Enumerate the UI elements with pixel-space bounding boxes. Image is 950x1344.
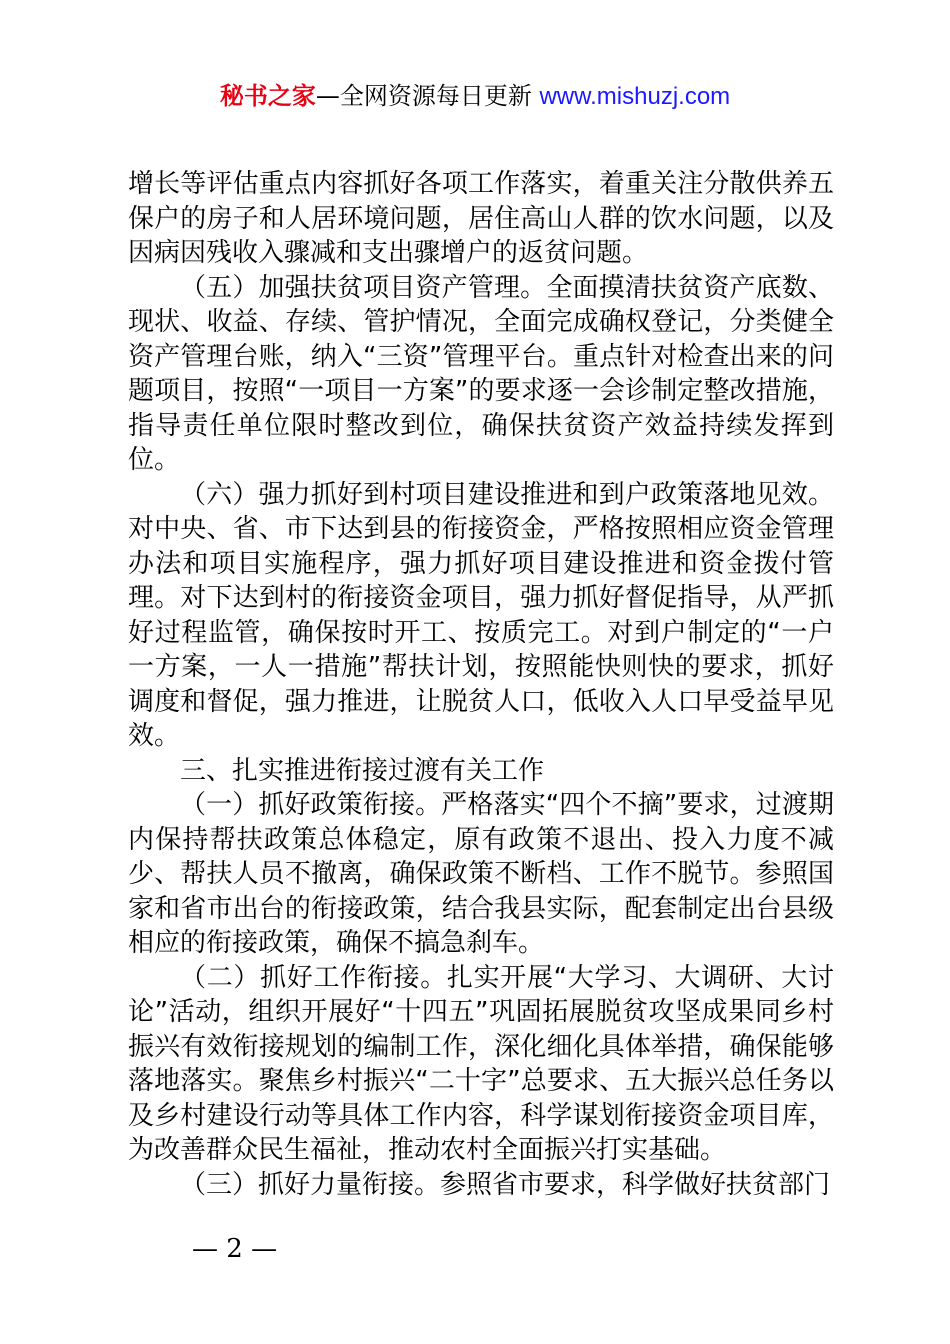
paragraph: （二）抓好工作衔接。扎实开展“大学习、大调研、大讨论”活动，组织开展好“十四五”巩固拓展脱贫攻坚成果同乡村振兴有效衔接规划的编制工作，深化细化具体举措，确保能够落地落实。聚焦乡村振兴“二十字”总要求、五大振兴总任务以及乡村建设行动等具体工作内容，科学谋划衔接资金项目库，为改善群众民生福祉，推动农村全面振兴打实基础。 xyxy=(128,962,834,1165)
site-url: www.mishuzj.com xyxy=(539,83,731,110)
document-body xyxy=(128,167,834,1202)
site-brand: 秘书之家 xyxy=(219,82,316,110)
site-header xyxy=(0,78,950,115)
site-slogan: —全网资源每日更新 xyxy=(315,82,540,110)
paragraph: （三）抓好力量衔接。参照省市要求，科学做好扶贫部门 xyxy=(180,1169,831,1200)
paragraph: 增长等评估重点内容抓好各项工作落实，着重关注分散供养五保户的房子和人居环境问题，居住高山人群的饮水问题，以及因病因残收入骤减和支出骤增户的返贫问题。 xyxy=(128,169,834,268)
paragraph: （五）加强扶贫项目资产管理。全面摸清扶贫资产底数、现状、收益、存续、管护情况，全面完成确权登记，分类健全资产管理台账，纳入“三资”管理平台。重点针对检查出来的问题项目，按照“一项目一方案”的要求逐一会诊制定整改措施，指导责任单位限时整改到位，确保扶贫资产效益持续发挥到位。 xyxy=(128,272,834,475)
paragraph: （六）强力抓好到村项目建设推进和到户政策落地见效。对中央、省、市下达到县的衔接资金，严格按照相应资金管理办法和项目实施程序，强力抓好项目建设推进和资金拨付管理。对下达到村的衔接资金项目，强力抓好督促指导，从严抓好过程监管，确保按时开工、按质完工。对到户制定的“一户一方案，一人一措施”帮扶计划，按照能快则快的要求，抓好调度和督促，强力推进，让脱贫人口，低收入人口早受益早见效。 xyxy=(128,479,834,751)
paragraph: （一）抓好政策衔接。严格落实“四个不摘”要求，过渡期内保持帮扶政策总体稳定，原有政策不退出、投入力度不减少、帮扶人员不撤离，确保政策不断档、工作不脱节。参照国家和省市出台的衔接政策，结合我县实际，配套制定出台县级相应的衔接政策，确保不搞急刹车。 xyxy=(128,790,834,958)
page-number: — 2 — xyxy=(192,1234,278,1264)
section-heading: 三、扎实推进衔接过渡有关工作 xyxy=(180,755,545,786)
